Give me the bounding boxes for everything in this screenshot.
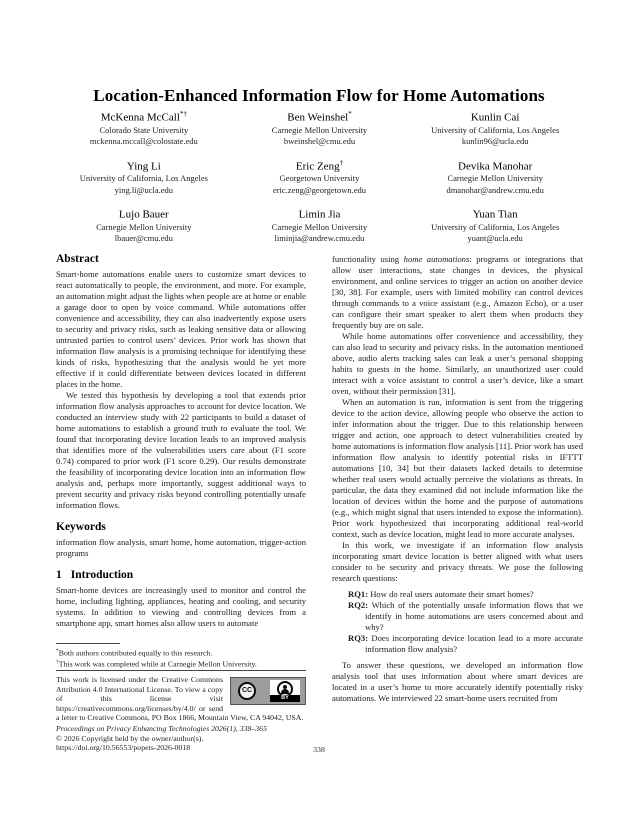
author-email: mckenna.mccall@colostate.edu xyxy=(89,136,198,147)
author-affiliation: Georgetown University xyxy=(279,173,360,184)
author-email: yuant@ucla.edu xyxy=(467,233,523,244)
body-paragraph: While home automations offer convenience and accessibility, they can also lead to security and privacy risks. In the automation mentioned above, audio alerts tracking sales can leak a user’s personal shopping habits to guests in the home. Similarly, an unauthorized user could interact with a voice assistant to control a user’s device, like a smart oven, without their permission [31]. xyxy=(332,331,583,396)
footnote xyxy=(56,658,306,669)
keywords-heading: Keywords xyxy=(56,521,106,533)
author-block xyxy=(56,159,232,197)
license-url-link[interactable]: https://creativecommons.org/licenses/by/4.0/ xyxy=(56,703,196,713)
italic-term: home automations xyxy=(403,254,470,264)
license-divider xyxy=(56,670,306,671)
author-name xyxy=(232,159,408,173)
footnote-rule xyxy=(56,643,120,644)
doi-link[interactable]: https://doi.org/10.56553/popets-2026-0018 xyxy=(56,743,191,753)
author-email: lbauer@cmu.edu xyxy=(114,233,173,244)
author-name xyxy=(407,159,583,173)
rq-text: How do real users automate their smart homes? xyxy=(370,589,534,599)
keywords-text: information flow analysis, smart home, home automation, trigger-action programs xyxy=(56,537,306,558)
author-block xyxy=(232,207,408,245)
author-name-text: Lujo Bauer xyxy=(118,208,169,221)
author-affiliation: Carnegie Mellon University xyxy=(447,173,543,184)
author-name-text: Kunlin Cai xyxy=(470,111,520,124)
research-question xyxy=(332,600,583,633)
research-question xyxy=(332,589,583,600)
rq-text: Which of the potentially unsafe information flows that we identify in home automations are users concerned about and why? xyxy=(365,600,583,632)
author-block xyxy=(407,159,583,197)
left-column xyxy=(56,254,306,642)
author-email: kunlin96@ucla.edu xyxy=(461,136,529,147)
author-email: ying.li@ucla.edu xyxy=(114,184,173,195)
author-block xyxy=(56,110,232,148)
intro-paragraph: Smart-home devices are increasingly used to monitor and control the home, including lighting, appliances, heating and cooling, and security systems. In addition to viewing and controlling devices from a smartphone app, smart homes also allow users to automate xyxy=(56,585,306,628)
paper-title: Location-Enhanced Information Flow for Home Automations xyxy=(93,86,545,105)
body-paragraph: In this work, we investigate if an information flow analysis incorporating smart device location is better aligned with what users consider to be security and privacy threats. We pose the following research questions: xyxy=(332,540,583,583)
author-affiliation: Carnegie Mellon University xyxy=(271,221,368,232)
page-number: 338 xyxy=(313,745,325,754)
author-footnote-marker: * xyxy=(348,110,352,118)
section-number: 1 xyxy=(56,569,62,581)
author-affiliation: Carnegie Mellon University xyxy=(96,221,192,232)
rq-label: RQ1: xyxy=(348,589,369,599)
introduction-heading xyxy=(56,570,306,581)
venue-line: Proceedings on Privacy Enhancing Technologies 2026(1), 338–365 xyxy=(56,723,267,733)
abstract-paragraph: Smart-home automations enable users to customize smart devices to react automatically to people, the environment, and more. For example, an automation might adjust the lights when people are at home or enable a garage door to open by voice command. While automations offer convenience and accessibility, they can also inadvertently expose users to security and privacy risks, such as leaking sensitive data or allowing untrusted parties to control users’ devices. Prior work has shown that information flow analysis is a promising technique for identifying these kinds of risks, hypothesizing that the analysis would be yet more effective if it could differentiate between devices located in different places in the home. xyxy=(56,269,306,389)
author-name-text: Yuan Tian xyxy=(472,208,518,221)
footnote-text: Both authors contributed equally to this research. xyxy=(58,648,213,658)
author-block xyxy=(407,207,583,245)
body-paragraph xyxy=(332,254,583,331)
author-name-text: Limin Jia xyxy=(298,208,341,221)
license-text-part: or send a letter to Creative Commons, PO Box 1866, Mountain View, CA 94042, USA. xyxy=(56,703,304,723)
rq-label: RQ2: xyxy=(348,600,369,610)
author-name xyxy=(56,110,232,124)
license-text-part: This work is licensed under the Creative Commons Attribution 4.0 International License. To view a copy of this license visit xyxy=(56,675,223,704)
rq-label: RQ3: xyxy=(348,633,369,643)
footnote-marker: * xyxy=(56,648,59,654)
author-email: liminjia@andrew.cmu.edu xyxy=(274,233,365,244)
license-block xyxy=(56,675,306,753)
author-footnote-marker: *† xyxy=(179,110,187,118)
author-affiliation: Carnegie Mellon University xyxy=(271,124,368,135)
footnote xyxy=(56,647,306,658)
author-name xyxy=(407,110,583,124)
author-affiliation: University of California, Los Angeles xyxy=(79,173,208,184)
author-name xyxy=(56,207,232,221)
author-name-text: Ben Weinshel xyxy=(287,111,349,124)
by-label: BY xyxy=(270,695,300,702)
research-question-list xyxy=(332,589,583,655)
author-email: bweinshel@cmu.edu xyxy=(283,136,356,147)
right-column xyxy=(332,254,583,748)
author-email: eric.zeng@georgetown.edu xyxy=(272,184,367,195)
body-paragraph: To answer these questions, we developed an information flow analysis tool that uses information about where smart devices are located in a user’s home to more accurately identify potentially risky automations. We interviewed 22 smart-home users recruited from xyxy=(332,660,583,703)
author-grid xyxy=(56,110,583,245)
abstract-paragraph: We tested this hypothesis by developing a tool that extends prior information flow analysis approaches to account for device location. We conducted an interview study with 22 participants to build a dataset of home automations to establish a ground truth to evaluate the tool. We found that incorporating device location leads to an improved analysis that identifies more of the vulnerabilities users care about (F1 score 0.74) compared to prior work (F1 score 0.29). Our results demonstrate the feasibility of incorporating device location into an information flow analysis and, perhaps more importantly, suggest additional ways to prevent security and privacy risks beyond controlling potentially unsafe information flows. xyxy=(56,390,306,510)
author-footnote-marker: † xyxy=(339,158,344,167)
abstract-heading: Abstract xyxy=(56,254,99,265)
author-block xyxy=(232,110,408,148)
by-panel xyxy=(270,680,300,702)
author-name xyxy=(56,159,232,173)
author-block xyxy=(56,207,232,245)
author-name-text: Eric Zeng xyxy=(295,160,340,173)
author-name xyxy=(407,207,583,221)
author-name xyxy=(232,207,408,221)
footnotes-block xyxy=(56,643,306,670)
author-block xyxy=(407,110,583,148)
footnote-text: This work was completed while at Carnegie Mellon University. xyxy=(58,659,257,669)
cc-icon: CC xyxy=(238,682,256,700)
author-affiliation: Colorado State University xyxy=(99,124,189,135)
rq-text: Does incorporating device location lead to a more accurate information flow analysis? xyxy=(365,633,583,654)
author-name xyxy=(232,110,408,124)
author-affiliation: University of California, Los Angeles xyxy=(431,221,560,232)
footnote-marker: † xyxy=(56,659,59,666)
author-name-text: Devika Manohar xyxy=(458,160,533,173)
body-paragraph: When an automation is run, information is sent from the triggering device to the action device, allowing people who observe the action to infer information about the trigger. Due to this relationship between trigger and action, one approach to detect vulnerabilities created by home automations is information flow analysis [11]. Prior work has used information flow analysis to identify potential risks in IFTTT automations [10, 34] but their datasets lacked details to determine whether real users would actually perceive the violations as threats. In particular, the data they examined did not include information like the location of devices within the home and the purpose of automations (e.g., which might signal that users intended to expose the information). Prior work hypothesized that incorporating additional real-world context, such as device location, might lead to more accurate analyses. xyxy=(332,397,583,539)
author-affiliation: University of California, Los Angeles xyxy=(431,124,560,135)
author-block xyxy=(232,159,408,197)
author-name-text: McKenna McCall xyxy=(100,111,180,124)
author-email: dmanohar@andrew.cmu.edu xyxy=(446,184,544,195)
paragraph-text: functionality using xyxy=(332,254,404,264)
author-name-text: Ying Li xyxy=(126,160,161,173)
copyright-line: © 2026 Copyright held by the owner/author(s). xyxy=(56,733,204,743)
section-title: Introduction xyxy=(70,569,134,581)
paragraph-text: : programs or integrations that allow user interactions, state changes in devices, the physical environment, and online services to trigger an action on another device [30, 38]. For example, users with limited mobility can control devices through commands to a voice assistant (e.g., Amazon Echo), or a user can configure their smart speaker to alert them when products they frequently buy are on sale. xyxy=(332,254,583,330)
research-question xyxy=(332,633,583,655)
cc-by-badge[interactable] xyxy=(230,677,306,705)
